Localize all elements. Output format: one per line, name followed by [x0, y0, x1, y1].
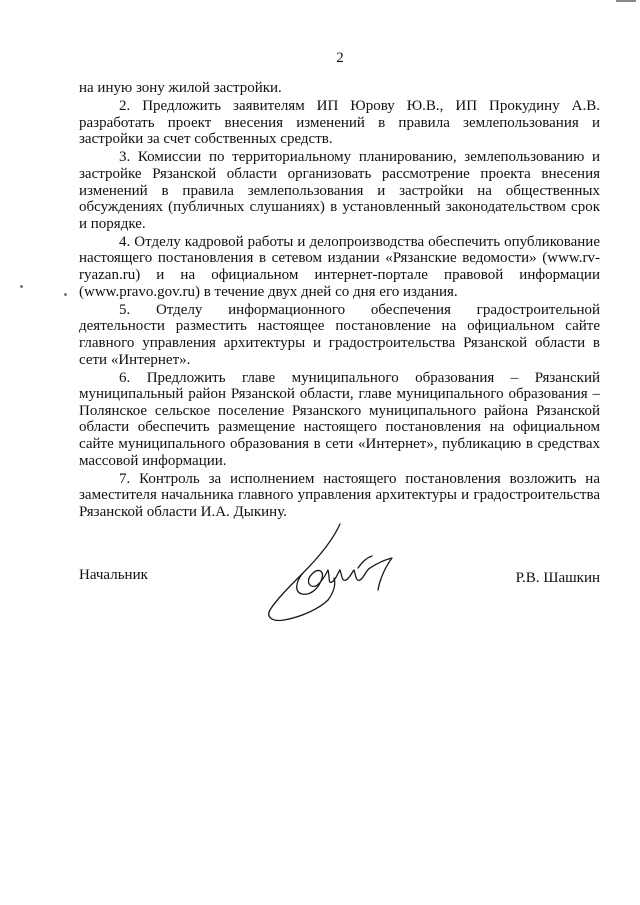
signatory-name: Р.В. Шашкин — [515, 570, 600, 586]
paragraph-continuation: на иную зону жилой застройки. — [79, 80, 282, 96]
signature-block — [0, 540, 640, 650]
paragraph-item-7: 7. Контроль за исполнением настоящего постановления возложить на заместителя начальника главного управления архитектуры и градостроительства Рязанской области И.А. Дыкину. — [79, 470, 600, 520]
paragraph-item-2: 2. Предложить заявителям ИП Юрову Ю.В., ИП Прокудину А.В. разработать проект внесения изменений в правила землепользования и застройки за счет собственных средств. — [79, 98, 600, 148]
document-body — [79, 80, 600, 520]
handwritten-signature — [262, 522, 422, 632]
paragraph-item-3: 3. Комиссии по территориальному планированию, землепользованию и застройке Рязанской области организовать рассмотрение проекта внесения изменений в правила землепользования и застройки на общественных обсуждениях (публичных слушаниях) в установленный законодательством срок и порядке. — [79, 149, 600, 232]
page-number: 2 — [336, 50, 344, 66]
signatory-title: Начальник — [79, 567, 148, 583]
scan-speck — [20, 285, 23, 288]
scan-speck — [64, 293, 67, 296]
scan-corner-mark — [616, 0, 636, 2]
paragraph-item-5: 5. Отделу информационного обеспечения градостроительной деятельности разместить настоящее постановление на официальном сайте главного управления архитектуры и градостроительства Рязанской области в сети «Интернет». — [79, 301, 600, 368]
paragraph-item-4: 4. Отделу кадровой работы и делопроизводства обеспечить опубликование настоящего постановления в сетевом издании «Рязанские ведомости» (www.rv-ryazan.ru) и на официальном интернет-портале правовой информации (www.pravo.gov.ru) в течение двух дней со дня его издания. — [79, 233, 600, 300]
paragraph-item-6: 6. Предложить главе муниципального образования – Рязанский муниципальный район Рязанской области, главе муниципального образования – Полянское сельское поселение Рязанского муниципального района Рязанской области обеспечить размещение настоящего постановления на официальном сайте муниципального образования в сети «Интернет», публикацию в средствах массовой информации. — [79, 369, 600, 469]
